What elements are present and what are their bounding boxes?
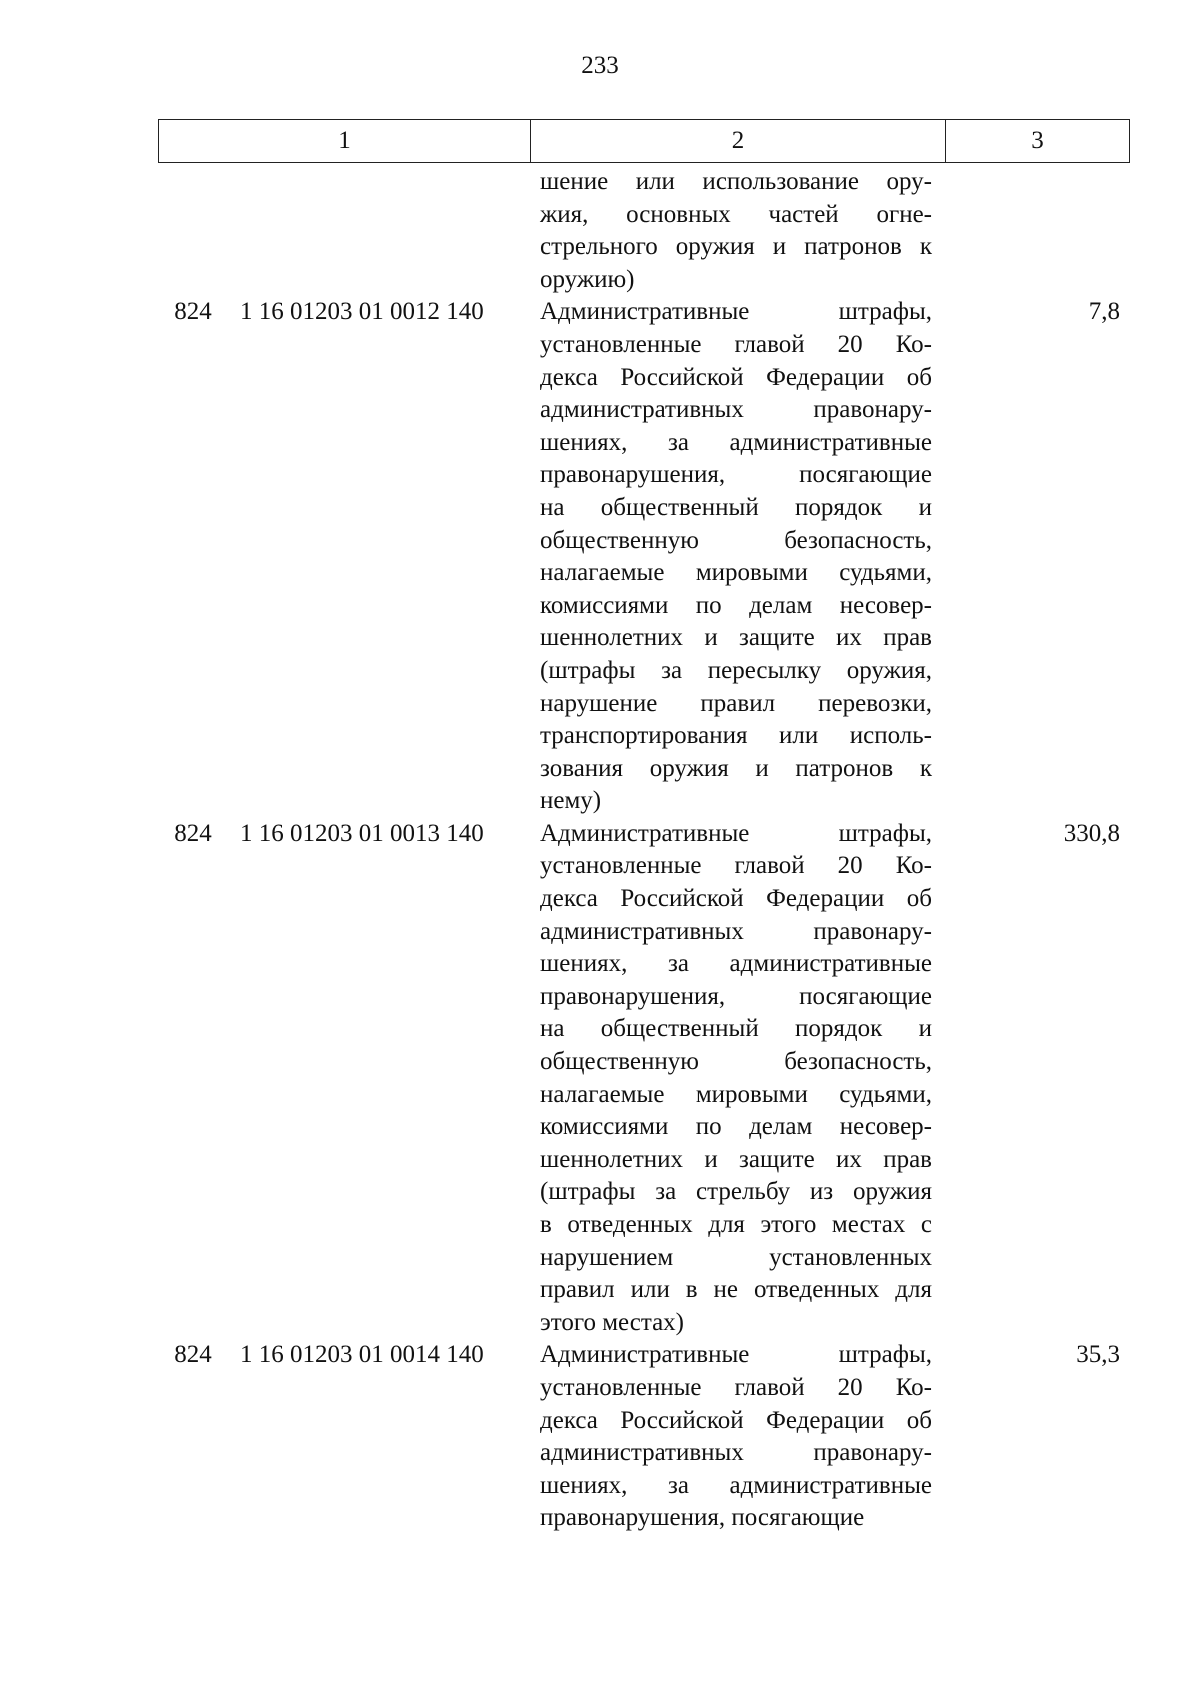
desc-line: правонарушения, посягающие (540, 1504, 865, 1532)
desc-line: установленные главой 20 Ко- (540, 852, 932, 880)
description (540, 296, 932, 818)
desc-line: оружию) (540, 265, 635, 293)
desc-line: Административные штрафы, (540, 1341, 932, 1369)
desc-line: шениях, за административные (540, 428, 932, 456)
desc-line: стрельного оружия и патронов к (540, 233, 932, 261)
desc-line: на общественный порядок и (540, 493, 932, 521)
desc-line: шеннолетних и защите их прав (540, 624, 932, 652)
desc-line: налагаемые мировыми судьями, (540, 559, 932, 587)
desc-line: этого местах) (540, 1308, 684, 1336)
admin-code: 824 (174, 819, 212, 847)
desc-line: зования оружия и патронов к (540, 754, 932, 782)
amount: 7,8 (1088, 298, 1120, 326)
amount (932, 166, 1130, 296)
desc-line: нему) (540, 787, 602, 815)
header-col-1: 1 (159, 120, 531, 162)
description (540, 818, 932, 1340)
desc-line: административных правонару- (540, 396, 932, 424)
header-col-3: 3 (1031, 127, 1044, 154)
amount: 330,8 (1063, 819, 1120, 847)
desc-line: декса Российской Федерации об (540, 885, 932, 913)
table-row (158, 296, 1130, 818)
desc-line: (штрафы за стрельбу из оружия (540, 1178, 932, 1206)
kbk-code: 1 16 01203 01 0014 140 (240, 1341, 484, 1369)
desc-line: шениях, за административные (540, 950, 932, 978)
desc-line: в отведенных для этого местах с (540, 1211, 932, 1238)
desc-line: декса Российской Федерации об (540, 1406, 932, 1434)
desc-line: правонарушения, посягающие (540, 461, 932, 489)
desc-line: транспортирования или исполь- (540, 722, 932, 750)
kbk-code: 1 16 01203 01 0013 140 (240, 819, 484, 847)
description (540, 166, 932, 296)
desc-line: нарушением установленных (540, 1243, 932, 1271)
kbk-code: 1 16 01203 01 0012 140 (240, 298, 484, 326)
desc-line: жия, основных частей огне- (540, 200, 932, 228)
admin-code (158, 166, 228, 296)
amount: 35,3 (1076, 1341, 1120, 1369)
desc-line: административных правонару- (540, 1439, 932, 1467)
desc-line: правонарушения, посягающие (540, 982, 932, 1010)
description (540, 1339, 932, 1535)
header-col-2: 2 (531, 120, 946, 162)
desc-line: комиссиями по делам несовер- (540, 1113, 932, 1141)
desc-line: на общественный порядок и (540, 1015, 932, 1043)
desc-line: Административные штрафы, (540, 298, 932, 326)
desc-line: шеннолетних и защите их прав (540, 1145, 932, 1173)
page-number: 233 (581, 52, 619, 79)
desc-line: правил или в не отведенных для (540, 1276, 932, 1304)
desc-line: налагаемые мировыми судьями, (540, 1080, 932, 1108)
desc-line: комиссиями по делам несовер- (540, 591, 932, 619)
desc-line: общественную безопасность, (540, 526, 932, 554)
desc-line: шениях, за административные (540, 1471, 932, 1499)
desc-line: декса Российской Федерации об (540, 363, 932, 391)
rows-container (158, 296, 1130, 1535)
desc-line: Административные штрафы, (540, 819, 932, 847)
desc-line: нарушение правил перевозки, (540, 689, 932, 717)
kbk-code (228, 166, 530, 296)
admin-code: 824 (174, 1341, 212, 1369)
table-body (158, 166, 1130, 1535)
table-header (158, 119, 1130, 163)
admin-code: 824 (174, 298, 212, 326)
desc-line: установленные главой 20 Ко- (540, 1373, 932, 1401)
table-row (158, 818, 1130, 1340)
desc-line: (штрафы за пересылку оружия, (540, 656, 932, 684)
desc-line: общественную безопасность, (540, 1048, 932, 1076)
desc-line: установленные главой 20 Ко- (540, 330, 932, 358)
continuation-row (158, 166, 1130, 296)
desc-line: шение или использование ору- (540, 168, 932, 195)
table-row (158, 1339, 1130, 1535)
desc-line: административных правонару- (540, 917, 932, 945)
